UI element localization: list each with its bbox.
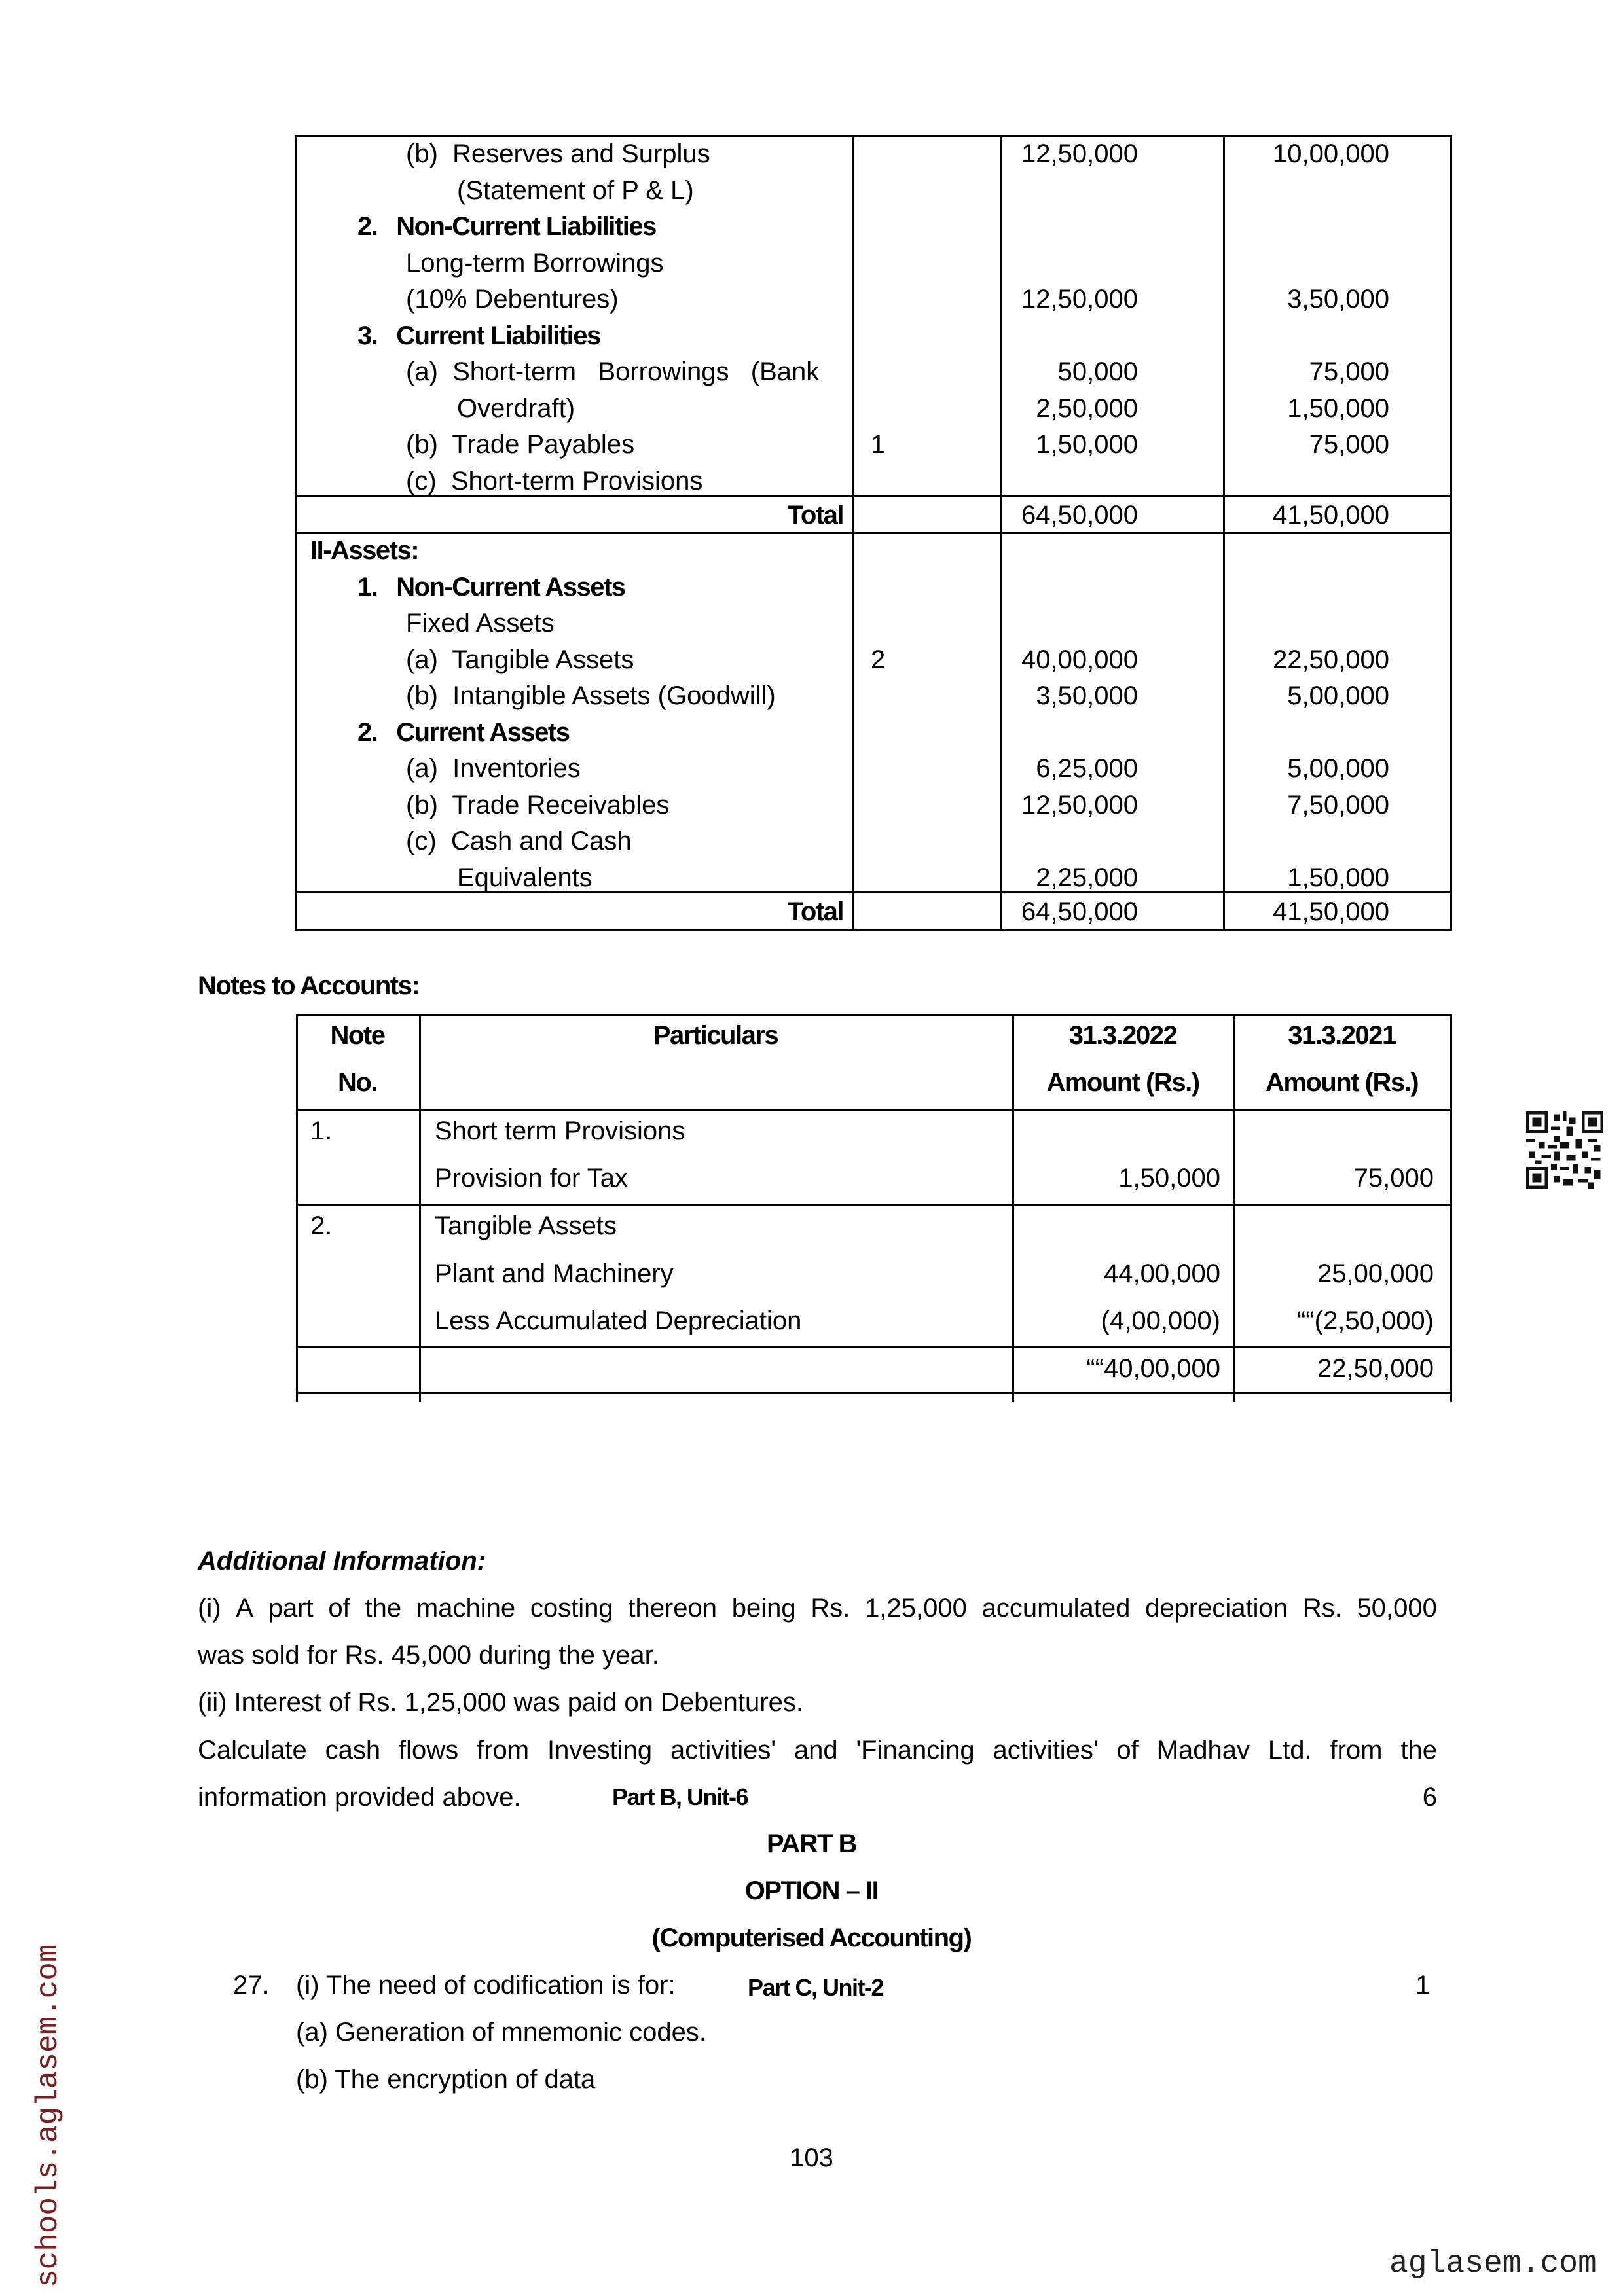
table-row — [295, 714, 1452, 751]
word: Ltd. — [1267, 1736, 1312, 1765]
word: activities' — [993, 1736, 1099, 1765]
option-b: (b) The encryption of data — [296, 2065, 596, 2094]
table-row — [295, 750, 1452, 787]
word: 'Financing — [856, 1736, 975, 1765]
row-amount-2022: 6,25,000 — [1036, 754, 1138, 783]
row-particulars: (c) Short-term Provisions — [406, 466, 703, 495]
row-amount-2022: 12,50,000 — [1021, 790, 1138, 819]
additional-info-line-1 — [198, 1595, 1437, 1621]
row-particulars: (b) Intangible Assets (Goodwill) — [406, 681, 776, 710]
row-particulars: (Statement of P & L) — [457, 175, 694, 205]
notes-total-2021: 22,50,000 — [1317, 1354, 1434, 1383]
additional-info-line-2: was sold for Rs. 45,000 during the year. — [198, 1641, 659, 1670]
note-2-item-depreciation: Less Accumulated Depreciation — [435, 1306, 802, 1335]
row-amount-2021: 1,50,000 — [1287, 863, 1389, 892]
table-row — [295, 569, 1452, 605]
marks: 6 — [1422, 1783, 1437, 1812]
row-amount-2022: 1,50,000 — [1036, 430, 1138, 459]
row-particulars: 3. Current Liabilities — [357, 321, 600, 350]
row-note-no: 1 — [871, 430, 886, 459]
row-amount-2022: 2,25,000 — [1036, 863, 1138, 892]
table-row — [295, 208, 1452, 245]
note-1-2022: 1,50,000 — [1118, 1164, 1220, 1193]
row-amount-2022: 50,000 — [1057, 357, 1138, 386]
total-row-assets — [295, 893, 1452, 930]
divider — [1450, 1014, 1452, 1402]
divider — [296, 1204, 1452, 1206]
balance-sheet-table — [295, 135, 1452, 931]
row-particulars: (a) Inventories — [406, 754, 581, 783]
word: Madhav — [1156, 1736, 1250, 1765]
table-row — [295, 641, 1452, 678]
part-title: PART B — [767, 1829, 856, 1858]
word: Rs. — [1302, 1594, 1342, 1623]
row-particulars: 2. Non-Current Liabilities — [357, 212, 656, 241]
notes-table — [296, 1014, 1452, 1402]
word: Calculate — [198, 1736, 307, 1765]
total-2021: 41,50,000 — [1273, 501, 1389, 529]
word: machine — [416, 1594, 516, 1623]
total-label: Total — [787, 501, 843, 529]
note-2-dep-2021: ““(2,50,000) — [1297, 1306, 1434, 1335]
word: Investing — [547, 1736, 653, 1765]
total-label: Total — [787, 897, 843, 926]
row-amount-2021: 5,00,000 — [1287, 754, 1389, 783]
note-2-plant-2022: 44,00,000 — [1104, 1259, 1220, 1288]
table-row — [295, 353, 1452, 390]
header-amount-2022: Amount (Rs.) — [1046, 1068, 1199, 1097]
total-2022: 64,50,000 — [1021, 897, 1138, 926]
qr-code-icon — [1525, 1111, 1604, 1189]
section-subtitle: (Computerised Accounting) — [651, 1924, 972, 1952]
table-row — [295, 532, 1452, 569]
additional-info-line-5 — [198, 1784, 1437, 1810]
word: 1,25,000 — [865, 1594, 967, 1623]
word: from — [1330, 1736, 1383, 1765]
row-particulars: Overdraft) — [457, 393, 575, 423]
total-2021: 41,50,000 — [1273, 897, 1389, 926]
word: activities' — [670, 1736, 776, 1765]
word: and — [793, 1736, 838, 1765]
row-amount-2022: 3,50,000 — [1036, 681, 1138, 710]
note-1-number: 1. — [310, 1117, 333, 1145]
header-date-2022: 31.3.2022 — [1068, 1021, 1177, 1050]
word: of — [328, 1594, 350, 1623]
row-particulars: 2. Current Assets — [357, 717, 570, 747]
option-title: OPTION – II — [744, 1876, 879, 1905]
word: costing — [530, 1594, 613, 1623]
note-1-item: Provision for Tax — [435, 1164, 628, 1193]
word: cash — [325, 1736, 381, 1765]
divider — [296, 1392, 1452, 1394]
page-number: 103 — [790, 2144, 833, 2172]
word: Rs. — [811, 1594, 850, 1623]
row-amount-2021: 7,50,000 — [1287, 790, 1389, 819]
row-amount-2022: 2,50,000 — [1036, 393, 1138, 423]
note-2-item-plant: Plant and Machinery — [435, 1259, 674, 1288]
row-particulars: (10% Debentures) — [406, 285, 619, 314]
word: flows — [399, 1736, 459, 1765]
table-row — [295, 605, 1452, 641]
row-particulars: Fixed Assets — [406, 609, 555, 637]
additional-info-heading: Additional Information: — [198, 1547, 486, 1575]
row-amount-2021: 75,000 — [1309, 430, 1389, 459]
syllabus-reference: Part B, Unit-6 — [612, 1784, 748, 1810]
table-row — [295, 823, 1452, 859]
header-note: Note — [330, 1021, 385, 1050]
row-particulars: Long-term Borrowings — [406, 248, 664, 278]
table-row — [295, 172, 1452, 209]
note-2-plant-2021: 25,00,000 — [1317, 1259, 1434, 1288]
option-a: (a) Generation of mnemonic codes. — [296, 2018, 706, 2047]
header-date-2021: 31.3.2021 — [1288, 1021, 1396, 1050]
row-particulars: (b) Reserves and Surplus — [406, 139, 710, 168]
table-row — [295, 317, 1452, 354]
table-row — [295, 859, 1452, 896]
row-particulars: Equivalents — [457, 863, 593, 892]
marks: 1 — [1415, 1971, 1431, 2000]
row-amount-2021: 75,000 — [1309, 357, 1389, 386]
note-2-title: Tangible Assets — [435, 1211, 617, 1240]
row-amount-2022: 40,00,000 — [1021, 645, 1138, 674]
note-2-dep-2022: (4,00,000) — [1101, 1306, 1220, 1335]
divider — [296, 1109, 1452, 1111]
note-2-number: 2. — [310, 1211, 333, 1240]
word: from — [477, 1736, 530, 1765]
word: 50,000 — [1357, 1594, 1437, 1623]
word: A — [236, 1594, 253, 1623]
word: the — [1400, 1736, 1437, 1765]
divider — [296, 1014, 1452, 1016]
syllabus-reference: Part C, Unit-2 — [748, 1974, 884, 2001]
total-row-liabilities — [295, 497, 1452, 533]
additional-info-text: information provided above. — [198, 1783, 521, 1812]
word: accumulated — [981, 1594, 1131, 1623]
row-amount-2021: 22,50,000 — [1273, 645, 1389, 674]
word: being — [731, 1594, 796, 1623]
table-row — [295, 677, 1452, 714]
row-amount-2021: 3,50,000 — [1287, 285, 1389, 314]
divider — [419, 1014, 421, 1402]
word: thereon — [628, 1594, 717, 1623]
word: the — [365, 1594, 402, 1623]
header-amount-2021: Amount (Rs.) — [1265, 1068, 1419, 1097]
word: of — [1116, 1736, 1139, 1765]
note-1-title: Short term Provisions — [435, 1117, 685, 1145]
additional-info-line-4 — [198, 1737, 1437, 1763]
notes-heading: Notes to Accounts: — [198, 971, 420, 1000]
header-particulars: Particulars — [653, 1021, 778, 1050]
note-1-2021: 75,000 — [1353, 1164, 1434, 1193]
total-2022: 64,50,000 — [1021, 501, 1138, 529]
row-particulars: (a) Tangible Assets — [406, 645, 634, 674]
row-particulars: (b) Trade Receivables — [406, 790, 670, 819]
row-amount-2021: 5,00,000 — [1287, 681, 1389, 710]
additional-info-line-3: (ii) Interest of Rs. 1,25,000 was paid on Debentures. — [198, 1688, 803, 1717]
row-particulars: II-Assets: — [310, 536, 419, 565]
question-number: 27. — [233, 1971, 270, 2000]
row-note-no: 2 — [871, 645, 886, 674]
word: part — [268, 1594, 314, 1623]
row-amount-2022: 12,50,000 — [1021, 285, 1138, 314]
row-amount-2022: 12,50,000 — [1021, 139, 1138, 168]
question-text: (i) The need of codification is for: — [296, 1971, 676, 2000]
row-amount-2021: 10,00,000 — [1273, 139, 1389, 168]
row-particulars: (b) Trade Payables — [406, 430, 635, 459]
word: depreciation — [1145, 1594, 1288, 1623]
table-row — [295, 390, 1452, 427]
table-row — [295, 281, 1452, 317]
table-row — [295, 426, 1452, 463]
watermark-corner: aglasem.com — [1389, 2246, 1597, 2282]
row-particulars: 1. Non-Current Assets — [357, 572, 625, 601]
row-particulars: (c) Cash and Cash — [406, 827, 632, 855]
table-row — [295, 463, 1452, 499]
table-row — [295, 135, 1452, 172]
row-amount-2021: 1,50,000 — [1287, 393, 1389, 423]
table-row — [295, 787, 1452, 823]
notes-total-2022: ““40,00,000 — [1086, 1354, 1220, 1383]
table-row — [295, 245, 1452, 281]
watermark-vertical: schools.aglasem.com — [31, 1944, 65, 2287]
header-note-no: No. — [338, 1068, 377, 1097]
word: (i) — [198, 1594, 221, 1623]
row-particulars: (a) Short-term Borrowings (Bank — [406, 357, 820, 386]
divider — [296, 1346, 1452, 1348]
